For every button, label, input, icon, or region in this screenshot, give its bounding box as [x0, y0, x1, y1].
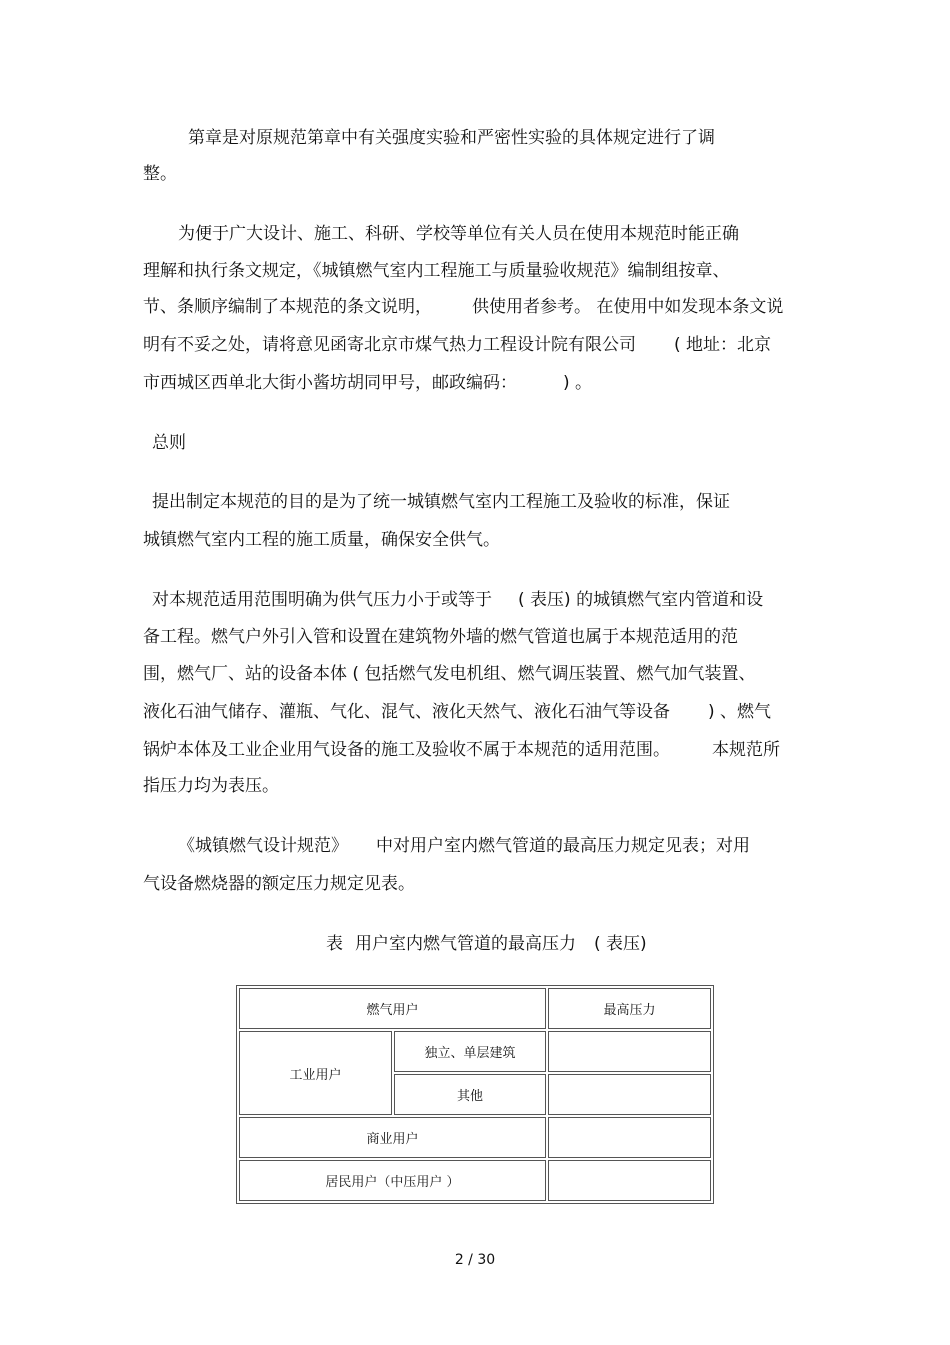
- paragraph-line: 城镇燃气室内工程的施工质量，确保安全供气。: [143, 530, 500, 550]
- paragraph-line: 指压力均为表压。: [143, 776, 279, 796]
- pressure-value-cell: [548, 1031, 711, 1072]
- paragraph-line: 为便于广大设计、施工、科研、学校等单位有关人员在使用本规范时能正确: [178, 224, 739, 244]
- paragraph-line: 理解和执行条文规定，《城镇燃气室内工程施工与质量验收规范》编制组按章、: [143, 261, 730, 281]
- paragraph-line: [143, 335, 771, 355]
- table-row: [239, 1031, 711, 1072]
- text-segment: ) 。: [563, 373, 593, 393]
- text-segment: ) 、燃气: [708, 702, 772, 722]
- text-segment: 明有不妥之处，请将意见函寄北京市煤气热力工程设计院有限公司: [143, 335, 636, 355]
- text-segment: 《城镇燃气设计规范》: [178, 836, 348, 856]
- paragraph-line: [143, 740, 780, 760]
- paragraph-line: 围，燃气厂、站的设备本体 ( 包括燃气发电机组、燃气调压装置、燃气加气装置、: [143, 664, 756, 684]
- paragraph-line: 第章是对原规范第章中有关强度实验和严密性实验的具体规定进行了调: [188, 128, 715, 148]
- pressure-value-cell: [548, 1117, 711, 1158]
- paragraph-line: [143, 702, 771, 722]
- text-segment: ( 表压) 的城镇燃气室内管道和设: [518, 590, 764, 610]
- max-pressure-table: [236, 985, 714, 1204]
- header-max-pressure: 最高压力: [548, 988, 711, 1029]
- table-row: [239, 1160, 711, 1201]
- text-segment: 本规范所: [712, 740, 780, 760]
- text-segment: 中对用户室内燃气管道的最高压力规定见表；对用: [376, 836, 750, 856]
- paragraph-line: [152, 590, 763, 610]
- pressure-value-cell: [548, 1074, 711, 1115]
- paragraph-line: 提出制定本规范的目的是为了统一城镇燃气室内工程施工及验收的标准，保证: [152, 492, 730, 512]
- paragraph-line: 备工程。燃气户外引入管和设置在建筑物外墙的燃气管道也属于本规范适用的范: [143, 627, 738, 647]
- paragraph-line: [178, 836, 750, 856]
- pressure-value-cell: [548, 1160, 711, 1201]
- text-segment: 市西城区西单北大街小酱坊胡同甲号，邮政编码：: [143, 373, 517, 393]
- caption-title: 用户室内燃气管道的最高压力: [355, 934, 576, 954]
- commercial-user-cell: 商业用户: [239, 1117, 546, 1158]
- text-segment: 对本规范适用范围明确为供气压力小于或等于: [152, 590, 492, 610]
- paragraph-line: 整。: [143, 164, 177, 184]
- section-heading: 总则: [152, 433, 186, 453]
- text-segment: 液化石油气储存、灌瓶、气化、混气、液化天然气、液化石油气等设备: [143, 702, 670, 722]
- industrial-user-cell: 工业用户: [239, 1031, 392, 1115]
- paragraph-line: 气设备燃烧器的额定压力规定见表。: [143, 874, 415, 894]
- caption-prefix: 表: [326, 934, 343, 954]
- header-gas-user: 燃气用户: [239, 988, 546, 1029]
- independent-building-cell: 独立、单层建筑: [394, 1031, 546, 1072]
- paragraph-line: [143, 297, 783, 317]
- table-header-row: [239, 988, 711, 1029]
- text-segment: 锅炉本体及工业企业用气设备的施工及验收不属于本规范的适用范围。: [143, 740, 670, 760]
- other-cell: 其他: [394, 1074, 546, 1115]
- table-caption: [326, 934, 647, 954]
- text-segment: 供使用者参考。 在使用中如发现本条文说: [472, 297, 784, 317]
- residential-user-cell: 居民用户（中压用户 ）: [239, 1160, 546, 1201]
- text-segment: ( 地址：北京: [674, 335, 772, 355]
- paragraph-line: [143, 373, 592, 393]
- table-row: [239, 1117, 711, 1158]
- page-number: 2 / 30: [454, 1252, 496, 1268]
- text-segment: 节、条顺序编制了本规范的条文说明，: [143, 297, 432, 317]
- caption-suffix: ( 表压): [594, 934, 647, 954]
